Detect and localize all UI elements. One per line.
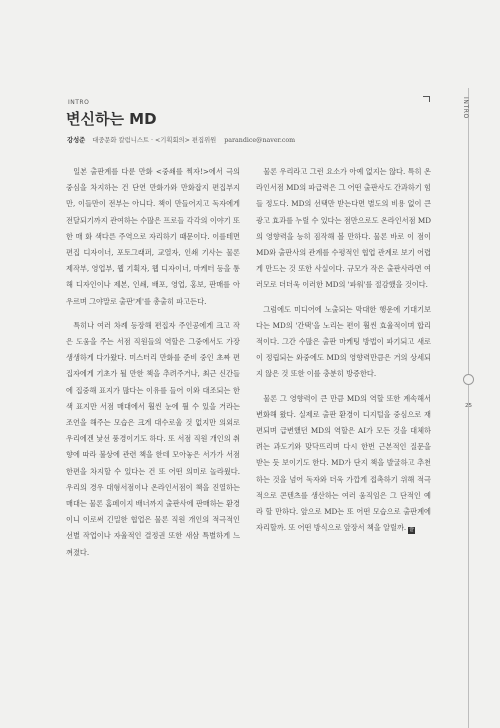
paragraph: 물론 우리라고 그런 요소가 아예 없지는 않다. 특히 온라인서점 MD의 파급력은 그 어떤 출판사도 간과하기 힘들 정도다. MD의 선택만 받는다면 별도의 비용 없이 큰 광고 효과를 누릴 수 있다는 점만으로도 온라인서점 MD의 영향력을 능히 짐작해 볼 만하다. 물론 바로 이 점이 MD와 출판사의 관계를 수평적인 협업 관계로 보기 어렵게 만드는 것 또한 사실이다. 규모가 작은 출판사라면 여러모로 더더욱 이러한 MD의 '파워'를 절감했을 것이다. [256,167,431,290]
paragraph: 특히나 여러 차례 등장해 편집자 주인공에게 크고 작은 도움을 주는 서점 직원들의 역할은 그중에서도 가장 생생하게 다가왔다. 미스터리 만화를 준비 중인 초짜 편집자에게 기초가 될 만한 책을 추려주거나, 최근 신간들에 집중해 표지가 많다는 이유를 들어 이와 대조되는 한색 표지만 서점 매대에서 훨씬 눈에 띌 수 있을 거라는 조언을 해주는 모습은 크게 대수로울 것 없지만 의외로 우리에겐 낯선 풍경이기도 하다. 또 서점 직원 개인의 취향에 따라 불상에 관련 책을 한데 모아놓은 서가가 서점 한편을 차지할 수 있다는 건 또 어떤 의미로 놀라웠다. 우리의 경우 대형서점이나 온라인서점이 책을 진열하는 매대는 물론 홈페이지 배너까지 출판사에 판매하는 환경이니 이로써 긴밀한 협업은 물론 직원 개인의 적극적인 선별 작업이나 자율적인 결정권 또한 새삼 특별하게 느껴졌다. [66,320,240,557]
end-mark-icon: 끝 [409,527,415,534]
paragraph [256,391,431,537]
section-label: INTRO [68,99,90,106]
author-name: 강성준 [67,137,86,144]
corner-bracket-mark [423,96,430,102]
paragraph-text: 물론 그 영향력이 큰 만큼 MD의 역할 또한 계속해서 변화해 왔다. 실제로 출판 환경이 디지털을 중심으로 재편되며 급변했던 MD의 역할은 AI가 모든 것을 대체하려는 과도기와 맞닥뜨리며 다시 한번 근본적인 질문을 받는 듯 보이기도 한다. MD가 단지 책을 발굴하고 추천하는 것을 넘어 독자와 더욱 가깝게 접촉하기 위해 적극적으로 콘텐츠를 생산하는 여러 움직임은 그 단적인 예라 할 만하다. 앞으로 MD는 또 어떤 모습으로 출판계에 자리할까. 또 어떤 방식으로 앞장서 책을 알릴까. [256,393,431,533]
article-column-left [66,164,240,561]
author-affiliation: 대중문화 칼럼니스트 · <기획회의> 편집위원 [92,137,217,144]
paragraph: 그럼에도 미디어에 노출되는 막대한 행운에 기대기보다는 MD의 '간택'을 노리는 편이 훨씬 효율적이며 합리적이다. 그간 수많은 출판 마케팅 방법이 파기되고 새로이 정립되는 와중에도 MD의 영향력만큼은 거의 상세되지 않은 것 또한 이를 충분히 방증한다. [256,304,431,379]
circle-marker-icon [463,374,474,385]
paragraph: 일본 출판계를 다룬 만화 <중쇄를 찍자!>에서 극의 중심을 차지하는 건 단연 만화가와 만화잡지 편집부지만, 이들만이 전부는 아니다. 책이 만들어지고 독자에게 전달되기까지 관여하는 수많은 프로들 각각의 이야기 또한 매 화 색다른 주역으로 자리하기 때문이다. 이를테면 편집 디자이너, 포토그래퍼, 교열자, 인쇄 기사는 물론 제작부, 영업부, 웹 기획자, 웹 디자이너, 마케터 등을 통해 디자인이나 제본, 인쇄, 배포, 영업, 홍보, 판매를 아우르며 그야말로 출판'계'를 총출히 파고든다. [66,167,240,306]
sidebar-section-label: INTRO [462,97,469,119]
author-email: parandice@naver.com [224,137,296,144]
article-title: 변신하는 MD [66,110,157,128]
byline [67,135,295,144]
page-number: 25 [465,403,472,409]
article-column-right [256,164,431,536]
